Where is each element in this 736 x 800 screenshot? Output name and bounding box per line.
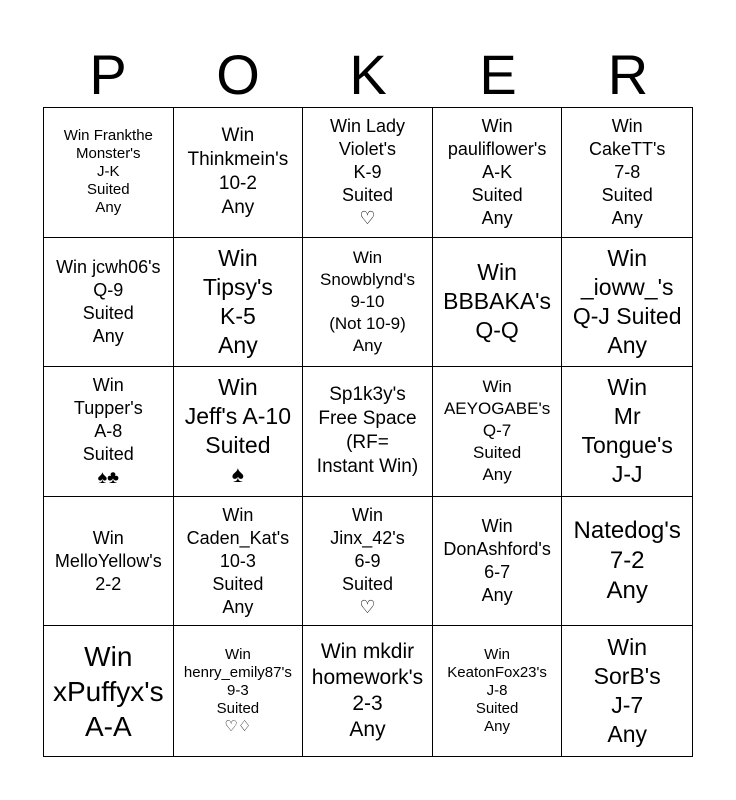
bingo-cell-r0-c4[interactable] xyxy=(562,108,692,238)
bingo-cell-text: Win SorB's J-7 Any xyxy=(593,634,661,748)
header-letter-r: R xyxy=(607,43,649,106)
bingo-cell-text: Win Tipsy's K-5 Any xyxy=(202,244,273,358)
bingo-cell-text: Win _ioww_'s Q-J Suited Any xyxy=(572,244,682,358)
bingo-cell-r2-c4[interactable] xyxy=(562,367,692,497)
bingo-cell-text: Win Thinkmein's 10-2 Any xyxy=(187,125,289,219)
bingo-cell-r1-c1[interactable] xyxy=(174,238,304,368)
bingo-cell-text: Win Lady Violet's K-9 Suited ♡ xyxy=(329,115,406,228)
bingo-cell-text: Win henry_emily87's 9-3 Suited ♡♢ xyxy=(183,646,292,736)
bingo-cell-text: Win Jinx_42's 6-9 Suited ♡ xyxy=(330,504,405,617)
bingo-cell-r3-c1[interactable] xyxy=(174,497,304,627)
bingo-cell-text: Win xPuffyx's A-A xyxy=(52,640,164,742)
bingo-cell-r2-c3[interactable] xyxy=(433,367,563,497)
header-letter-o: O xyxy=(216,43,260,106)
bingo-cell-r2-c1[interactable] xyxy=(174,367,304,497)
bingo-cell-r3-c4[interactable] xyxy=(562,497,692,627)
bingo-cell-r1-c4[interactable] xyxy=(562,238,692,368)
bingo-cell-r4-c1[interactable] xyxy=(174,626,304,756)
bingo-cell-r4-c0[interactable] xyxy=(44,626,174,756)
bingo-cell-text: Win BBBAKA's Q-Q xyxy=(443,259,552,344)
header-letter-k: K xyxy=(349,43,387,106)
bingo-cell-r1-c2[interactable] xyxy=(303,238,433,368)
bingo-header xyxy=(43,44,693,106)
bingo-cell-r4-c4[interactable] xyxy=(562,626,692,756)
bingo-cell-r0-c2[interactable] xyxy=(303,108,433,238)
bingo-cell-text: Natedog's 7-2 Any xyxy=(573,517,681,605)
bingo-cell-r3-c3[interactable] xyxy=(433,497,563,627)
bingo-cell-text: Win CakeTT's 7-8 Suited Any xyxy=(588,115,666,228)
bingo-cell-r3-c0[interactable] xyxy=(44,497,174,627)
bingo-cell-text: Win MelloYellow's 2-2 xyxy=(54,527,162,594)
bingo-cell-text: Win mkdir homework's 2-3 Any xyxy=(311,640,424,742)
bingo-cell-text: Win KeatonFox23's J-8 Suited Any xyxy=(447,646,547,736)
bingo-board xyxy=(43,107,693,757)
bingo-cell-text: Win DonAshford's 6-7 Any xyxy=(443,516,551,606)
free-space-cell[interactable] xyxy=(303,367,433,497)
bingo-cell-r4-c3[interactable] xyxy=(433,626,563,756)
bingo-cell-r1-c3[interactable] xyxy=(433,238,563,368)
bingo-cell-r3-c2[interactable] xyxy=(303,497,433,627)
bingo-cell-r1-c0[interactable] xyxy=(44,238,174,368)
bingo-cell-r0-c3[interactable] xyxy=(433,108,563,238)
bingo-cell-text: Win Caden_Kat's 10-3 Suited Any xyxy=(186,504,290,617)
bingo-cell-text: Win Frankthe Monster's J-K Suited Any xyxy=(63,127,153,217)
bingo-cell-text: Win pauliflower's A-K Suited Any xyxy=(447,115,547,228)
bingo-cell-text: Win Mr Tongue's J-J xyxy=(581,374,673,488)
bingo-cell-text: Win Snowblynd's 9-10 (Not 10-9) Any xyxy=(320,247,415,355)
bingo-cell-text: Sp1k3y's Free Space (RF= Instant Win) xyxy=(316,384,419,478)
header-letter-p: P xyxy=(89,43,127,106)
bingo-cell-text: Win AEYOGABE's Q-7 Suited Any xyxy=(443,377,551,485)
bingo-cell-text: Win Jeff's A-10 Suited ♠ xyxy=(184,374,292,488)
bingo-cell-text: Win jcwh06's Q-9 Suited Any xyxy=(56,256,161,346)
bingo-cell-r4-c2[interactable] xyxy=(303,626,433,756)
header-letter-e: E xyxy=(479,43,517,106)
bingo-cell-r0-c0[interactable] xyxy=(44,108,174,238)
bingo-cell-text: Win Tupper's A-8 Suited ♠♣ xyxy=(73,374,143,487)
bingo-cell-r0-c1[interactable] xyxy=(174,108,304,238)
bingo-cell-r2-c0[interactable] xyxy=(44,367,174,497)
